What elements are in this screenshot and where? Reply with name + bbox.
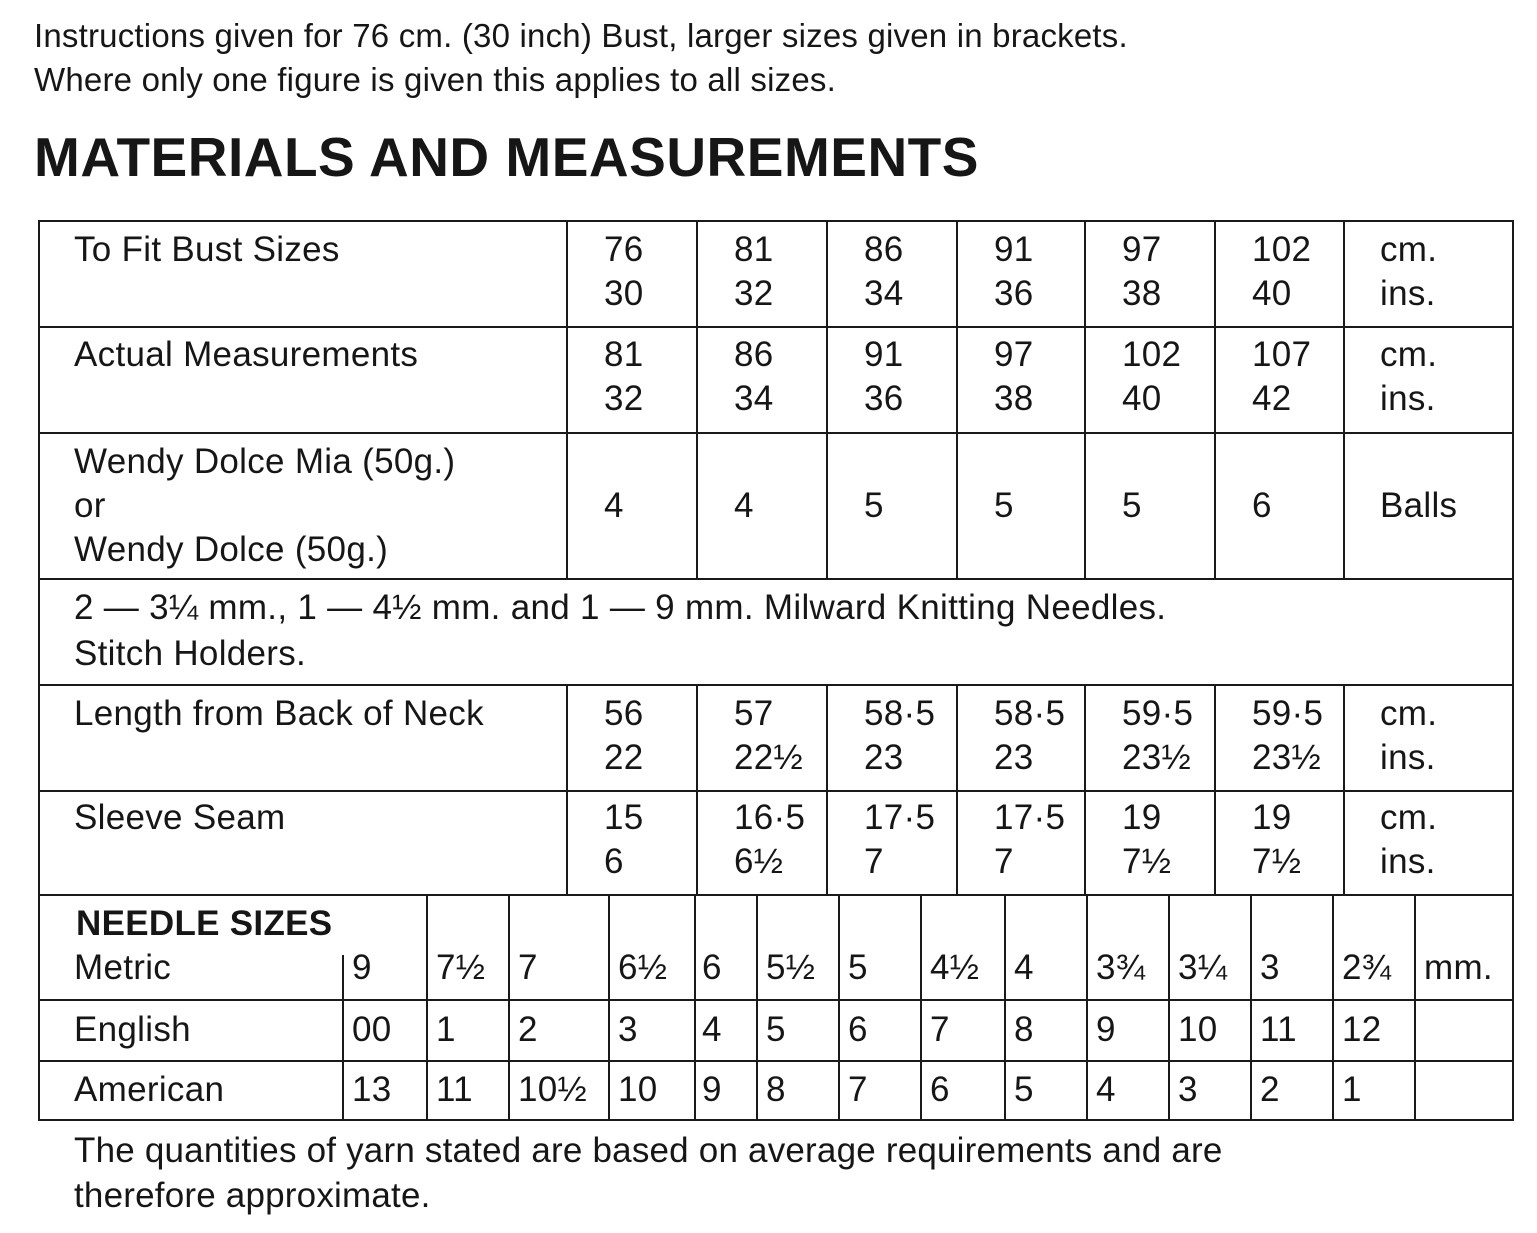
needle-column-divider — [838, 894, 840, 1120]
needle-size-value: 7½ — [436, 948, 486, 987]
column-divider — [1214, 684, 1216, 894]
unit-label: cm. — [1380, 798, 1438, 837]
needle-column-divider — [1250, 894, 1252, 1120]
needle-row-label: English — [74, 1010, 191, 1049]
column-divider — [1214, 220, 1216, 578]
needle-row-label: Metric — [74, 948, 172, 987]
needle-size-value: 2¾ — [1342, 948, 1392, 987]
cell-value: 38 — [994, 379, 1034, 418]
needle-size-value: 10 — [1178, 1010, 1218, 1049]
unit-label: ins. — [1380, 842, 1436, 881]
needle-column-divider — [608, 894, 610, 1120]
needle-row-label: American — [74, 1070, 225, 1109]
row-divider — [38, 894, 1514, 896]
cell-value: 76 — [604, 230, 644, 269]
needle-size-value: 5 — [766, 1010, 786, 1049]
column-divider — [956, 220, 958, 578]
cell-value: 81 — [734, 230, 774, 269]
unit-label: cm. — [1380, 230, 1438, 269]
column-divider — [696, 684, 698, 894]
needle-size-value: 11 — [436, 1070, 473, 1109]
cell-value: 19 — [1252, 798, 1292, 837]
intro-line-2: Where only one figure is given this applies to all sizes. — [34, 61, 836, 98]
row-label: Actual Measurements — [74, 335, 419, 374]
cell-value: 17·5 — [994, 798, 1066, 837]
row-label: To Fit Bust Sizes — [74, 230, 340, 269]
row-label: or — [74, 486, 106, 525]
needle-column-divider — [920, 894, 922, 1120]
needle-column-divider — [1086, 894, 1088, 1120]
needle-column-divider — [1004, 894, 1006, 1120]
cell-value: 22½ — [734, 738, 804, 777]
row-divider — [38, 790, 1514, 792]
column-divider — [696, 220, 698, 578]
cell-value: 7 — [994, 842, 1014, 881]
needle-size-value: 5 — [848, 948, 868, 987]
row-divider — [38, 684, 1514, 686]
cell-value: 7 — [864, 842, 884, 881]
column-divider — [1084, 220, 1086, 578]
row-divider — [38, 999, 1514, 1001]
needle-size-value: 3¾ — [1096, 948, 1146, 987]
cell-value: 42 — [1252, 379, 1292, 418]
column-divider — [826, 684, 828, 894]
cell-value: 102 — [1252, 230, 1312, 269]
cell-value: 34 — [734, 379, 774, 418]
needle-column-divider — [694, 894, 696, 1120]
row-divider — [38, 432, 1514, 434]
cell-value: 97 — [994, 335, 1034, 374]
needle-size-value: 4 — [1014, 948, 1034, 987]
unit-label: cm. — [1380, 335, 1438, 374]
needle-size-value: 8 — [766, 1070, 786, 1109]
unit-label: cm. — [1380, 694, 1438, 733]
page-title: MATERIALS AND MEASUREMENTS — [34, 126, 979, 188]
needle-size-value: 2 — [1260, 1070, 1280, 1109]
cell-value: 40 — [1252, 274, 1292, 313]
column-divider — [1343, 220, 1345, 578]
column-divider — [956, 684, 958, 894]
needle-size-value: 4 — [1096, 1070, 1116, 1109]
needle-size-value: 9 — [702, 1070, 722, 1109]
needle-size-value: 4 — [702, 1010, 722, 1049]
row-label: Wendy Dolce (50g.) — [74, 530, 389, 569]
cell-value: 91 — [864, 335, 904, 374]
cell-value: 59·5 — [1252, 694, 1324, 733]
needle-size-value: 6 — [848, 1010, 868, 1049]
cell-value: 32 — [734, 274, 774, 313]
row-label: Wendy Dolce Mia (50g.) — [74, 442, 456, 481]
cell-value: 16·5 — [734, 798, 806, 837]
cell-value: 102 — [1122, 335, 1182, 374]
column-divider — [826, 220, 828, 578]
intro-line-1: Instructions given for 76 cm. (30 inch) Bust, larger sizes given in brackets. — [34, 17, 1128, 54]
needle-sizes-header: NEEDLE SIZES — [76, 904, 333, 943]
needle-column-divider — [426, 894, 428, 1120]
cell-value: 4 — [734, 486, 754, 525]
cell-value: 4 — [604, 486, 624, 525]
needle-size-value: 00 — [352, 1010, 392, 1049]
cell-value: 32 — [604, 379, 644, 418]
cell-value: 58·5 — [994, 694, 1066, 733]
row-divider — [38, 326, 1514, 328]
needle-size-value: 2 — [518, 1010, 538, 1049]
column-divider — [566, 220, 568, 578]
needle-size-value: 3 — [1260, 948, 1280, 987]
column-divider — [1343, 684, 1345, 894]
column-divider — [566, 684, 568, 894]
needle-size-value: 9 — [352, 948, 372, 987]
column-divider — [1084, 684, 1086, 894]
needle-size-value: 13 — [352, 1070, 392, 1109]
needle-size-value: 5 — [1014, 1070, 1034, 1109]
needle-size-value: 6½ — [618, 948, 668, 987]
needle-size-value: 1 — [436, 1010, 456, 1049]
needle-size-value: 12 — [1342, 1010, 1382, 1049]
footer-line-2: therefore approximate. — [74, 1176, 431, 1215]
needle-size-value: 11 — [1260, 1010, 1297, 1049]
cell-value: 40 — [1122, 379, 1162, 418]
needle-size-value: 4½ — [930, 948, 980, 987]
cell-value: 6 — [604, 842, 624, 881]
cell-value: 5 — [1122, 486, 1142, 525]
cell-value: 36 — [864, 379, 904, 418]
footer-note — [74, 1128, 1223, 1218]
intro-text — [34, 14, 1128, 102]
cell-value: 15 — [604, 798, 644, 837]
footer-line-1: The quantities of yarn stated are based on average requirements and are — [74, 1131, 1223, 1170]
cell-value: 5 — [864, 486, 884, 525]
cell-value: 17·5 — [864, 798, 936, 837]
cell-value: 30 — [604, 274, 644, 313]
row-label: Length from Back of Neck — [74, 694, 484, 733]
needle-size-value: 9 — [1096, 1010, 1116, 1049]
cell-value: 81 — [604, 335, 644, 374]
cell-value: 7½ — [1122, 842, 1172, 881]
cell-value: 23½ — [1122, 738, 1192, 777]
cell-value: 86 — [734, 335, 774, 374]
cell-value: 91 — [994, 230, 1034, 269]
needle-size-value: 3 — [618, 1010, 638, 1049]
needle-size-value: 3¼ — [1178, 948, 1228, 987]
needle-size-value: 1 — [1342, 1070, 1362, 1109]
cell-value: 6½ — [734, 842, 784, 881]
cell-value: 5 — [994, 486, 1014, 525]
unit-label: Balls — [1380, 486, 1458, 525]
cell-value: 6 — [1252, 486, 1272, 525]
row-divider — [38, 1060, 1514, 1062]
needle-size-value: 7 — [518, 948, 538, 987]
needle-size-value: 8 — [1014, 1010, 1034, 1049]
cell-value: 23½ — [1252, 738, 1322, 777]
needle-column-divider — [508, 894, 510, 1120]
cell-value: 58·5 — [864, 694, 936, 733]
needle-size-value: 5½ — [766, 948, 816, 987]
cell-value: 57 — [734, 694, 774, 733]
unit-label: ins. — [1380, 274, 1436, 313]
cell-value: 36 — [994, 274, 1034, 313]
cell-value: 86 — [864, 230, 904, 269]
cell-value: 7½ — [1252, 842, 1302, 881]
row-label: Sleeve Seam — [74, 798, 286, 837]
cell-value: 56 — [604, 694, 644, 733]
needle-size-value: 10½ — [518, 1070, 588, 1109]
needle-size-value: 6 — [930, 1070, 950, 1109]
needle-size-value: 3 — [1178, 1070, 1198, 1109]
needle-size-value: mm. — [1424, 948, 1493, 987]
row-divider — [38, 578, 1514, 580]
cell-value: 22 — [604, 738, 644, 777]
needle-column-divider — [1332, 894, 1334, 1120]
needle-column-divider — [1168, 894, 1170, 1120]
needles-line-1: 2 — 3¼ mm., 1 — 4½ mm. and 1 — 9 mm. Milward Knitting Needles. — [74, 588, 1167, 627]
cell-value: 19 — [1122, 798, 1162, 837]
needle-size-value: 6 — [702, 948, 722, 987]
needle-column-divider — [756, 894, 758, 1120]
cell-value: 59·5 — [1122, 694, 1194, 733]
needle-size-value: 7 — [930, 1010, 950, 1049]
cell-value: 34 — [864, 274, 904, 313]
cell-value: 38 — [1122, 274, 1162, 313]
needle-column-divider — [1414, 894, 1416, 1120]
needle-size-value: 7 — [848, 1070, 868, 1109]
needle-column-divider — [342, 955, 344, 1120]
needles-line-2: Stitch Holders. — [74, 634, 307, 673]
cell-value: 23 — [864, 738, 904, 777]
unit-label: ins. — [1380, 738, 1436, 777]
cell-value: 107 — [1252, 335, 1312, 374]
cell-value: 23 — [994, 738, 1034, 777]
needle-size-value: 10 — [618, 1070, 658, 1109]
unit-label: ins. — [1380, 379, 1436, 418]
cell-value: 97 — [1122, 230, 1162, 269]
